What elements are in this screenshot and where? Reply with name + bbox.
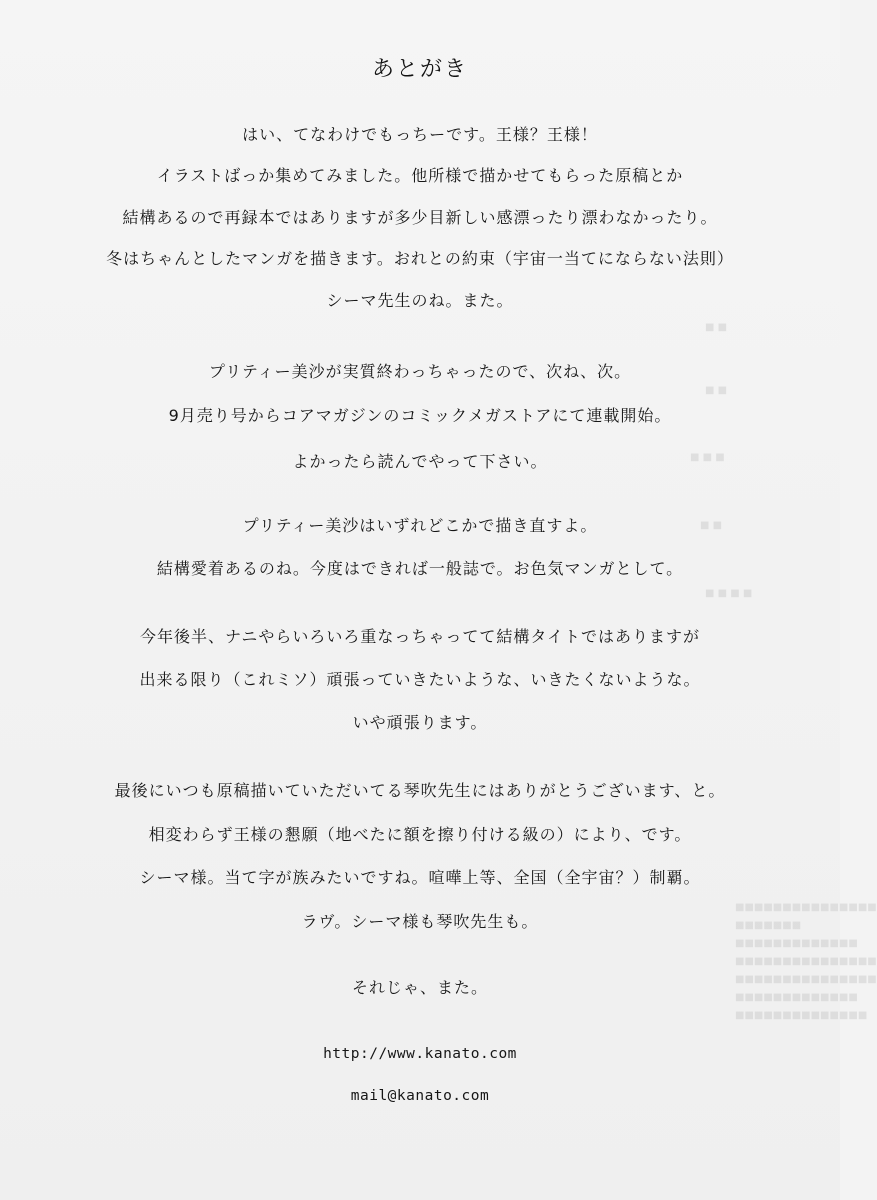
page-title: あとがき xyxy=(371,57,468,82)
bleed-through-mark: ■■■■■■■■■■■■■ xyxy=(735,992,858,1003)
bleed-through-mark: ■ ■ xyxy=(705,385,728,396)
body-line: 今年後半、ナニやらいろいろ重なっちゃってて結構タイトではありますが xyxy=(139,627,701,646)
body-line: いや頑張ります。 xyxy=(352,713,488,732)
bleed-through-mark: ■■■■■■■■■■■■■ xyxy=(735,938,858,949)
body-line: 最後にいつも原稿描いていただいてる琴吹先生にはありがとうございます、と。 xyxy=(114,781,726,800)
bleed-through-mark: ■ ■ xyxy=(705,322,778,333)
body-line: 相変わらず王様の懇願（地べたに額を擦り付ける級の）により、です。 xyxy=(148,825,692,844)
body-line: 結構あるので再録本ではありますが多少目新しい感漂ったり漂わなかったり。 xyxy=(122,208,718,227)
body-line: 結構愛着あるのね。今度はできれば一般誌で。お色気マンガとして。 xyxy=(156,559,684,578)
body-line: 出来る限り（これミソ）頑張っていきたいような、いきたくないような。 xyxy=(139,670,701,689)
body-line: イラストばっか集めてみました。他所様で描かせてもらった原稿とか xyxy=(156,166,684,185)
bleed-through-mark: ■■■■■■■■■■■■■■ xyxy=(735,1010,868,1021)
body-line: はい、てなわけでもっちーです。王様？王様！ xyxy=(242,125,598,144)
body-line: プリティー美沙はいずれどこかで描き直すよ。 xyxy=(242,516,598,535)
bleed-through-mark: ■■■■■■■■■■■■■■■ xyxy=(735,902,877,913)
bleed-through-mark: ■ ■ ■ ■ xyxy=(705,588,753,599)
bleed-through-mark: ■■■■■■■■■■■■■■■ xyxy=(735,956,877,967)
body-line: よかったら読んでやって下さい。 xyxy=(292,452,548,471)
body-line: 9月売り号からコアマガジンのコミックメガストアにて連載開始。 xyxy=(168,406,672,425)
bleed-through-mark: ■ ■ xyxy=(700,520,723,531)
body-line: ラヴ。シーマ様も琴吹先生も。 xyxy=(301,912,539,931)
bleed-through-mark: ■■■■■■■ xyxy=(735,920,802,931)
email-address: mail@kanato.com xyxy=(350,1088,490,1104)
bleed-through-mark: ■■■■■■■■■■■■■■■ xyxy=(735,974,877,985)
body-line: プリティー美沙が実質終わっちゃったので、次ね、次。 xyxy=(208,362,632,381)
bleed-through-mark: ■ ■ ■ xyxy=(690,452,725,463)
body-line: 冬はちゃんとしたマンガを描きます。おれとの約束（宇宙一当てにならない法則） xyxy=(106,249,734,268)
website-url: http://www.kanato.com xyxy=(323,1046,517,1062)
body-line: それじゃ、また。 xyxy=(351,978,488,997)
body-line: シーマ先生のね。また。 xyxy=(326,291,514,310)
body-line: シーマ様。当て字が族みたいですね。喧嘩上等、全国（全宇宙？）制覇。 xyxy=(139,868,701,887)
